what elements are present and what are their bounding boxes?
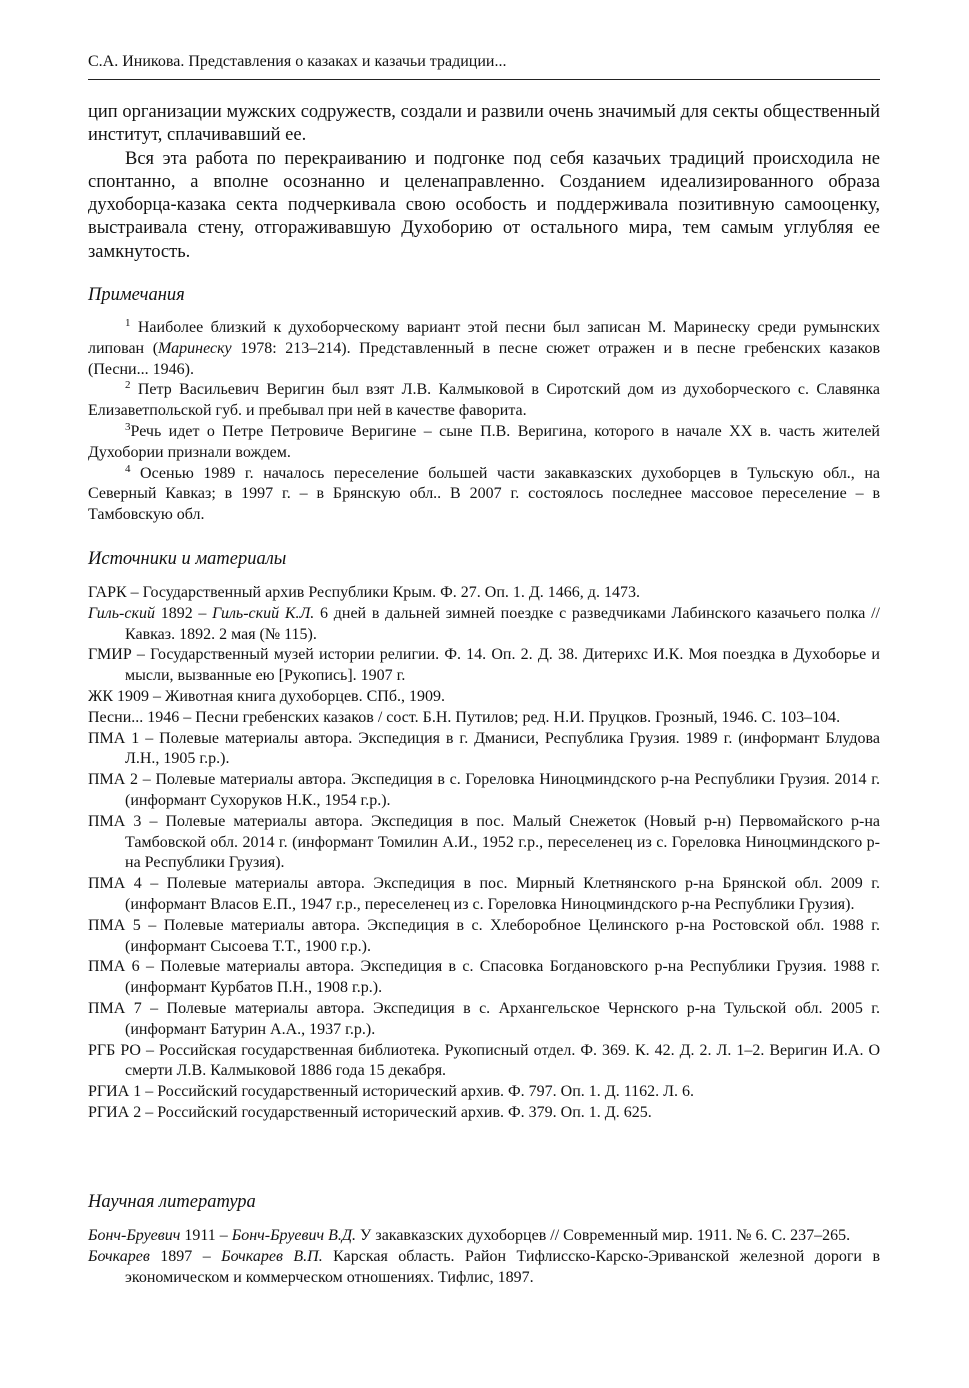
note-number: 2 bbox=[125, 379, 131, 392]
list-item bbox=[88, 1082, 880, 1103]
ref-text: Карская область. Район Тифлисско-Карско-Эриванской железной дороги в экономическом и коммерческом отношениях. Тифлис, 1897. bbox=[125, 1247, 880, 1286]
note-number: 3 bbox=[125, 420, 131, 433]
list-item bbox=[88, 1247, 880, 1289]
list-item bbox=[88, 729, 880, 771]
ref-year: 1897 – bbox=[149, 1247, 222, 1265]
ref-text: РГИА 1 – Российский государственный исторический архив. Ф. 797. Оп. 1. Д. 1162. Л. 6. bbox=[88, 1083, 694, 1101]
list-item bbox=[88, 1103, 880, 1124]
list-item bbox=[88, 812, 880, 874]
sources-list bbox=[88, 583, 880, 1124]
note-text: 1978: 213–214). Представленный в песне сюжет отражен и в песне гребенских казаков (Песни... 1946). bbox=[88, 339, 880, 378]
list-item bbox=[88, 604, 880, 646]
list-item bbox=[88, 770, 880, 812]
list-item bbox=[88, 687, 880, 708]
list-item bbox=[88, 957, 880, 999]
ref-text: ПМА 1 – Полевые материалы автора. Экспедиция в г. Дманиси, Республика Грузия. 1989 г. (информант Блудова Л.Н., 1905 г.р.). bbox=[88, 729, 880, 768]
list-item bbox=[88, 708, 880, 729]
ref-text: 6 дней в дальней зимней поездке с разведчиками Лабинского казачьего полка // Кавказ. 1892. 2 мая (№ 115). bbox=[125, 604, 880, 643]
paragraph-1: цип организации мужских содружеств, создали и развили очень значимый для секты общественный институт, сплачивавший ее. bbox=[88, 102, 880, 146]
list-item bbox=[88, 1041, 880, 1083]
note-item bbox=[88, 464, 880, 526]
ref-text: РГИА 2 – Российский государственный исторический архив. Ф. 379. Оп. 1. Д. 625. bbox=[88, 1103, 652, 1121]
ref-author: Бочкарев bbox=[88, 1247, 150, 1265]
ref-year: 1892 – bbox=[154, 604, 213, 622]
main-text bbox=[88, 101, 880, 264]
literature-heading: Научная литература bbox=[88, 1192, 256, 1212]
list-item bbox=[88, 999, 880, 1041]
ref-text: ПМА 4 – Полевые материалы автора. Экспедиция в пос. Мирный Клетнянского р-на Брянской обл. 2009 г. (информант Власов Е.П., 1947 г.р., переселенец из с. Гореловка Ниноцминдского р-на Республики Грузия). bbox=[88, 875, 880, 913]
ref-text: РГБ РО – Российская государственная библиотека. Рукописный отдел. Ф. 369. К. 42. Д. 2. Л. 1–2. Веригин И.А. О смерти Л.В. Калмыковой 1886 года 15 декабря. bbox=[88, 1041, 880, 1080]
ref-author-full: Гиль-ский К.Л. bbox=[212, 604, 315, 622]
ref-text: ПМА 7 – Полевые материалы автора. Экспедиция в с. Архангельское Чернского р-на Тульской обл. 2005 г. (информант Батурин А.А., 1937 г.р.). bbox=[88, 999, 880, 1038]
ref-text: ПМА 5 – Полевые материалы автора. Экспедиция в с. Хлеборобное Целинского р-на Ростовской обл. 1988 г. (информант Сысоева Т.Т., 1900 г.р.). bbox=[88, 916, 880, 955]
list-item bbox=[88, 583, 880, 604]
ref-author: Бонч-Бруевич bbox=[88, 1227, 181, 1244]
note-text: Петр Васильевич Веригин был взят Л.В. Калмыковой в Сиротский дом из духоборческого с. Славянка Елизаветпольской губ. и пребывал при ней в качестве фаворита. bbox=[88, 381, 881, 420]
ref-author-full: Бочкарев В.П. bbox=[221, 1247, 323, 1265]
ref-year: 1911 – bbox=[180, 1227, 232, 1244]
list-item bbox=[88, 874, 880, 916]
paragraph-2: Вся эта работа по перекраиванию и подгонке под себя казачьих традиций происходила не спонтанно, а вполне осознанно и целенаправленно. Созданием идеализированного образа духоборца-казака секта подчеркивала свою особость и поддерживала позитивную самооценку, выстраивала стену, отгораживавшую Духоборию от остального мира, тем самым углубляя ее замкнутость. bbox=[88, 148, 880, 262]
ref-text: Песни... 1946 – Песни гребенских казаков / сост. Б.Н. Путилов; ред. Н.И. Пруцков. Грозный, 1946. С. 103–104. bbox=[88, 708, 841, 726]
ref-text: ПМА 6 – Полевые материалы автора. Экспедиция в с. Спасовка Богдановского р-на Республики Грузия. 1988 г. (информант Курбатов П.Н., 1908 г.р.). bbox=[88, 958, 880, 997]
list-item bbox=[88, 916, 880, 958]
note-text: Речь идет о Петре Петровиче Веригине – сыне П.В. Веригина, которого в начале XX в. часть жителей Духобории признали вождем. bbox=[88, 422, 880, 461]
ref-text: ЖК 1909 – Животная книга духоборцев. СПб., 1909. bbox=[88, 687, 445, 705]
note-item bbox=[88, 422, 880, 464]
ref-text: У закавказских духоборцев // Современный мир. 1911. № 6. С. 237–265. bbox=[356, 1227, 851, 1244]
sources-heading: Источники и материалы bbox=[88, 549, 287, 569]
note-item bbox=[88, 318, 880, 380]
note-number: 4 bbox=[125, 462, 131, 475]
ref-text: ГАРК – Государственный архив Республики Крым. Ф. 27. Оп. 1. Д. 1466, д. 1473. bbox=[88, 584, 640, 601]
ref-author-full: Бонч-Бруевич В.Д. bbox=[231, 1227, 357, 1244]
running-header: С.А. Иникова. Представления о казаках и казачьи традиции... bbox=[88, 52, 880, 80]
list-item bbox=[88, 1226, 880, 1247]
note-text: Наиболее близкий к духоборческому вариант этой песни был записан М. Маринеску среди румынских липован ( bbox=[88, 319, 880, 357]
notes-heading: Примечания bbox=[88, 285, 185, 305]
ref-text: ПМА 3 – Полевые материалы автора. Экспедиция в пос. Малый Снежеток (Новый р-н) Первомайского р-на Тамбовской обл. 2014 г. (информант Томилин А.И., 1952 г.р., переселенец из с. Гореловка Ниноцминдского р-на Республики Грузия). bbox=[88, 812, 880, 872]
note-number: 1 bbox=[125, 317, 131, 329]
literature-list bbox=[88, 1226, 880, 1288]
note-item bbox=[88, 380, 880, 422]
ref-text: ГМИР – Государственный музей истории религии. Ф. 14. Оп. 2. Д. 38. Дитерихс И.К. Моя поездка в Духоборье и мысли, вызванные ею [Рукопись]. 1907 г. bbox=[88, 646, 880, 685]
note-italic: Маринеску bbox=[158, 339, 232, 357]
list-item bbox=[88, 645, 880, 687]
ref-author: Гиль-ский bbox=[88, 604, 155, 622]
notes-list bbox=[88, 318, 880, 526]
note-text: Осенью 1989 г. началось переселение большей части закавказских духоборцев в Тульскую обл., на Северный Кавказ; в 1997 г. – в Брянскую обл.. В 2007 г. состоялось последнее массовое переселение – в Тамбовскую обл. bbox=[88, 464, 881, 524]
ref-text: ПМА 2 – Полевые материалы автора. Экспедиция в с. Гореловка Ниноцминдского р-на Республики Грузия. 2014 г. (информант Сухоруков Н.К., 1954 г.р.). bbox=[88, 771, 880, 809]
